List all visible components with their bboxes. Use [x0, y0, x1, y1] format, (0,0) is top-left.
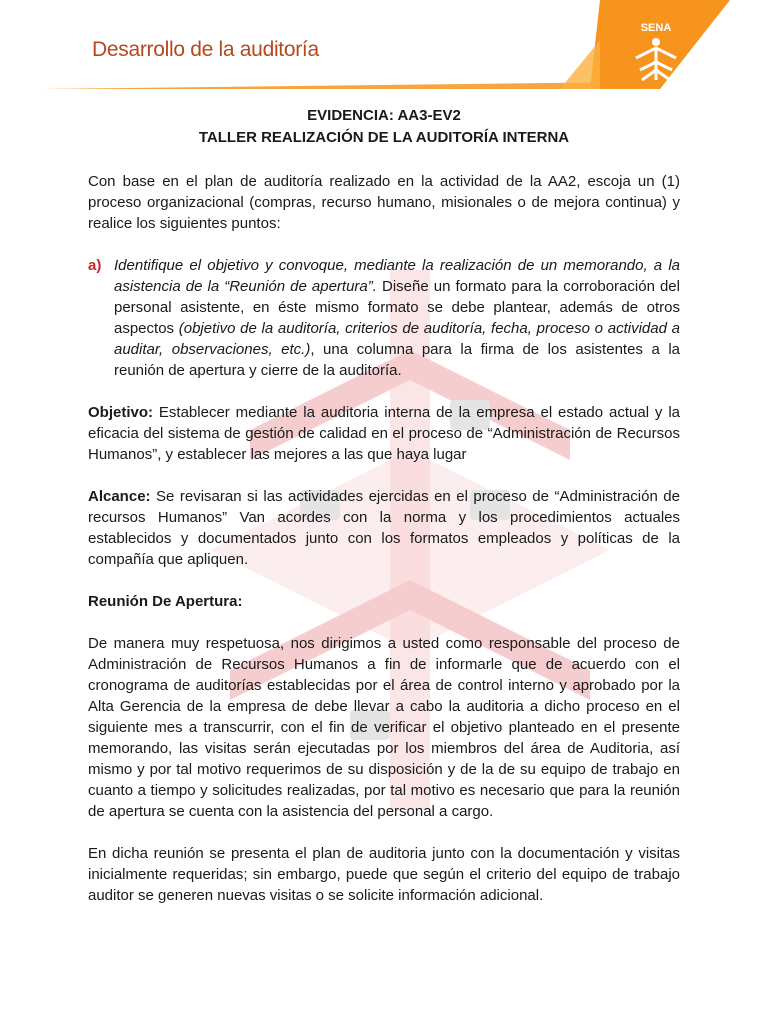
reunion-heading: Reunión De Apertura: [88, 593, 243, 610]
objetivo-text: Establecer mediante la auditoria interna de la empresa el estado actual y la eficacia del sistema de gestión de calidad en el proceso de “Administración de Recursos Humanos”, y establecer las mejores a las que haya lugar [88, 404, 680, 463]
page-header [0, 0, 768, 100]
alcance-paragraph [88, 486, 680, 570]
objetivo-label: Objetivo: [88, 404, 154, 421]
sena-logo-text: SENA [640, 22, 672, 34]
alcance-text: Se revisaran si las actividades ejercidas en el proceso de “Administración de recursos Humanos” Van acordes con la norma y los procedimientos actuales establecidos y documentados junto con los formatos empleados y políticas de la compañía que apliquen. [88, 488, 680, 568]
title-line-2: TALLER REALIZACIÓN DE LA AUDITORÍA INTERNA [198, 129, 570, 146]
item-a-text-2: , una columna para la firma de los asistentes a la reunión de apertura y cierre de la auditoría. [114, 341, 680, 379]
reunion-paragraph-1: De manera muy respetuosa, nos dirigimos a usted como responsable del proceso de Administración de Recursos Humanos a fin de informarle que de acuerdo con el cronograma de auditorías establecidas por el área de control interno y aprobado por la Alta Gerencia de la empresa de debe llevar a cabo la auditoria a dicho proceso en el siguiente mes a transcurrir, con el fin de verificar el objetivo planteado en el presente memorando, las visitas serán ejecutadas por los miembros del área de Auditoria, así mismo y por tal motivo requerimos de su disposición y de la de su equipo de trabajo en cuanto a tiempo y solicitudes realizadas, por tal motivo es necesario que para la reunión de apertura se cuenta con la asistencia del personal a cargo. [88, 635, 680, 820]
intro-paragraph: Con base en el plan de auditoría realizado en la actividad de la AA2, escoja un (1) proceso organizacional (compras, recurso humano, misionales o de mejora continua) y realice los siguientes puntos: [88, 173, 680, 232]
sena-logo-icon [622, 18, 690, 86]
objetivo-paragraph [88, 402, 680, 465]
item-a-italic-text: Identifique el objetivo y convoque, mediante la realización de un memorando, a la asistencia de la “Reunión de apertura”. [114, 257, 680, 295]
item-a-text-1: Diseñe un formato para la corroboración del personal asistente, en éste mismo formato se debe plantear, además de otros aspectos [114, 278, 680, 337]
list-item-a [88, 255, 680, 381]
alcance-label: Alcance: [88, 488, 151, 505]
reunion-paragraph-2: En dicha reunión se presenta el plan de auditoria junto con la documentación y visitas inicialmente requeridas; sin embargo, puede que según el criterio del equipo de trabajo auditor se generen nuevas visitas o se solicite información adicional. [88, 845, 680, 904]
document-body [88, 105, 680, 906]
title-line-1: EVIDENCIA: AA3-EV2 [307, 107, 461, 124]
document-title [88, 105, 680, 149]
item-a-italic-text-2: (objetivo de la auditoría, criterios de auditoría, fecha, proceso o actividad a auditar, observaciones, etc.) [114, 320, 680, 358]
header-title: Desarrollo de la auditoría [92, 38, 319, 61]
list-marker-a: a) [88, 257, 102, 274]
